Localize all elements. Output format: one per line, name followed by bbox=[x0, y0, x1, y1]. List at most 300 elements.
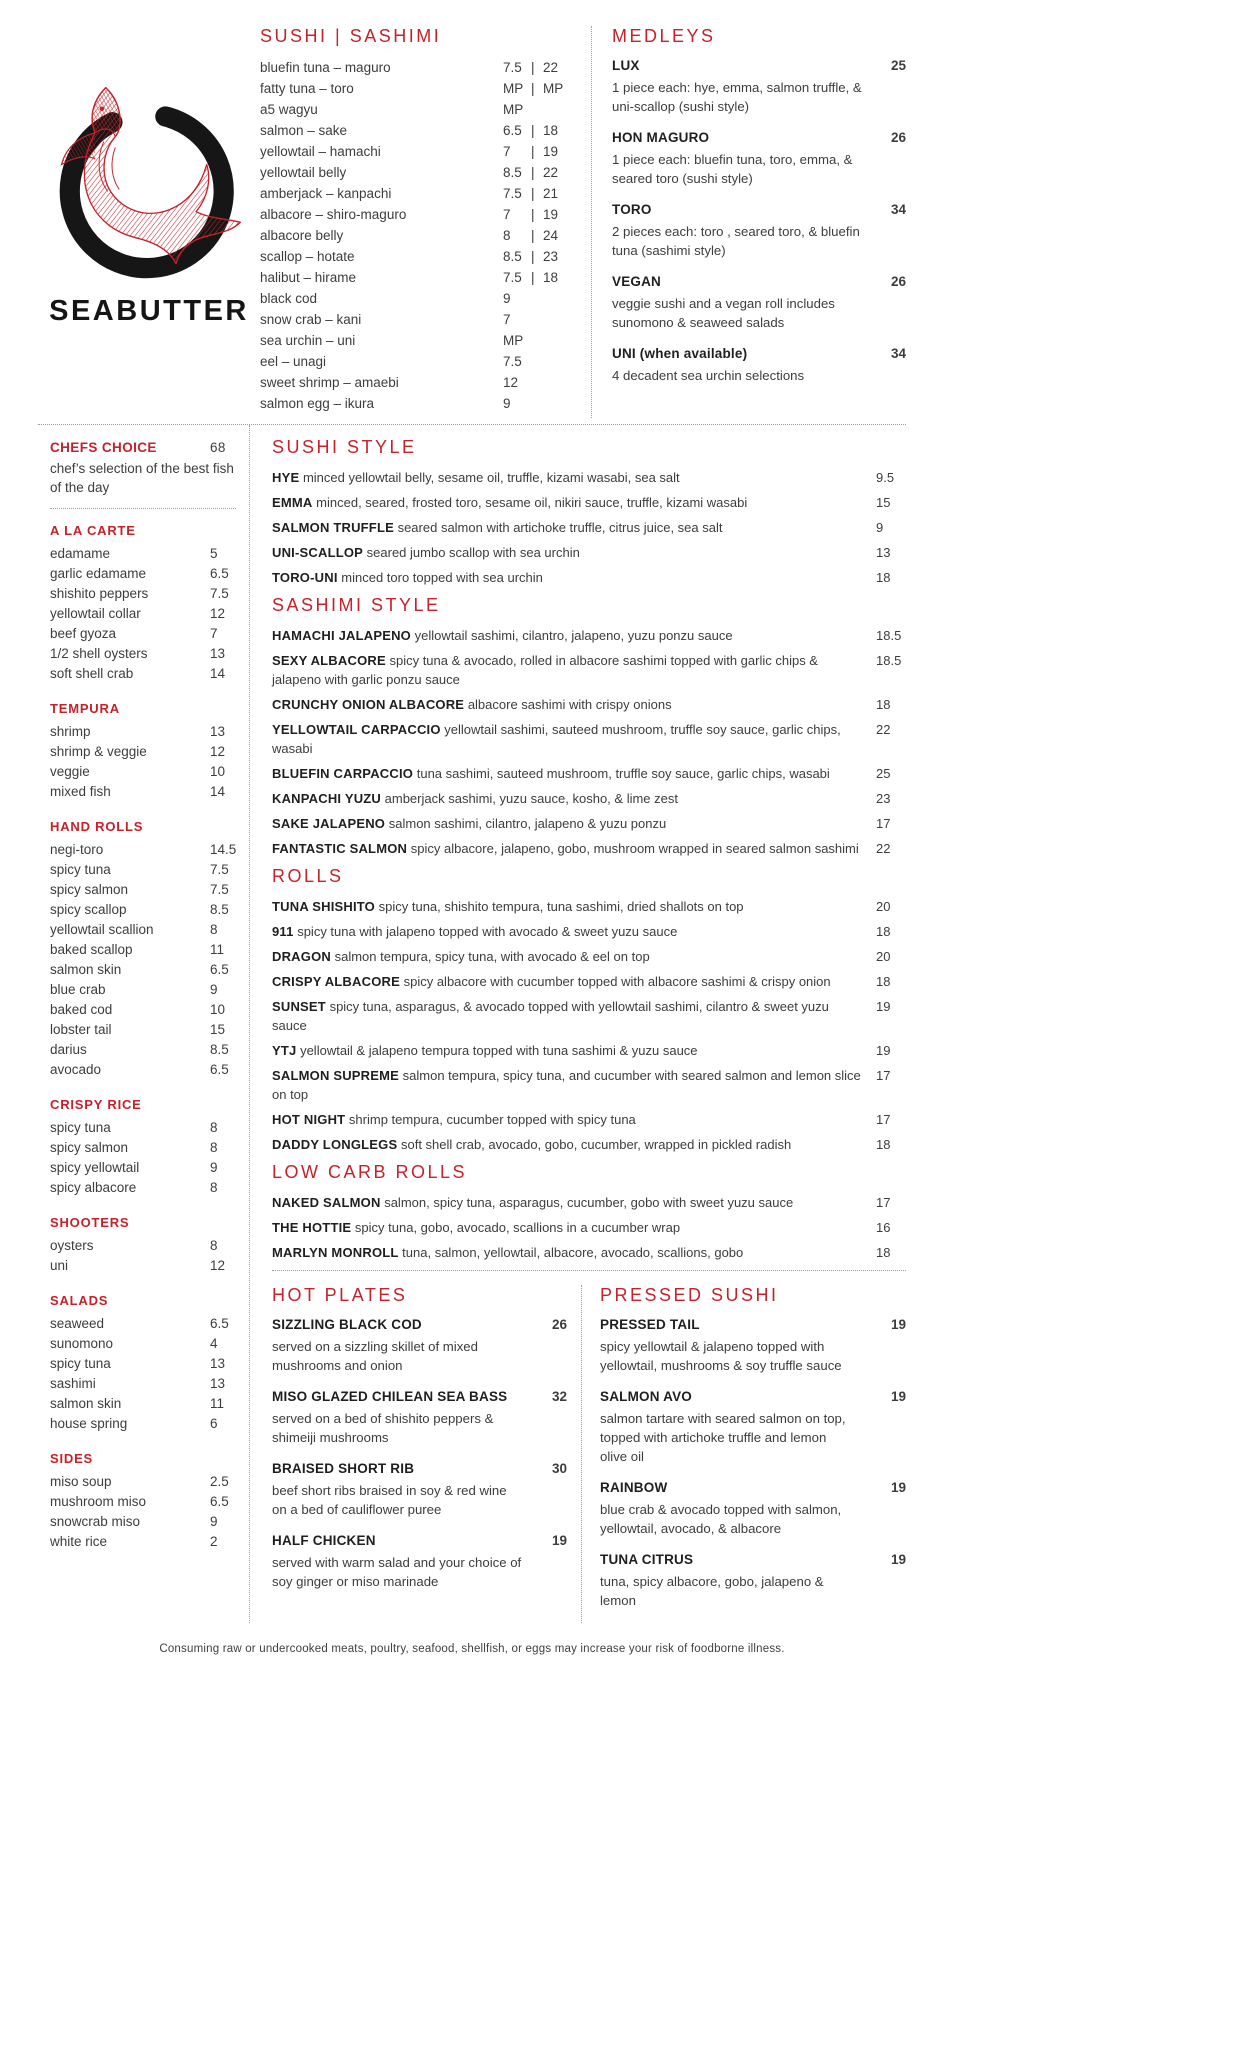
menu-item-row bbox=[272, 897, 906, 916]
menu-item-row bbox=[50, 900, 236, 920]
menu-item-price: 8 bbox=[210, 1140, 218, 1155]
menu-item-row bbox=[272, 814, 906, 833]
middle-band bbox=[38, 425, 906, 1623]
menu-item-name: DRAGON bbox=[272, 949, 331, 964]
sidebar-group-crispy-rice bbox=[50, 1097, 236, 1198]
menu-item-price: 22 bbox=[876, 841, 891, 856]
menu-item-price: 13 bbox=[210, 646, 226, 661]
menu-item-price-sushi: 9 bbox=[503, 291, 511, 306]
menu-item-name: NAKED SALMON bbox=[272, 1195, 381, 1210]
menu-item-price: 8.5 bbox=[210, 902, 229, 917]
menu-item-price: 4 bbox=[210, 1336, 218, 1351]
menu-item-description: tuna, spicy albacore, gobo, jalapeno & lemon bbox=[600, 1574, 824, 1608]
menu-item-row bbox=[260, 351, 569, 372]
sidebar-group-title: CRISPY RICE bbox=[50, 1097, 142, 1112]
menu-item-row bbox=[272, 651, 906, 689]
menu-item-description: soft shell crab, avocado, gobo, cucumber, wrapped in pickled radish bbox=[400, 1137, 792, 1152]
menu-item-row bbox=[272, 839, 906, 858]
menu-item-price: 11 bbox=[210, 1396, 225, 1411]
price-separator bbox=[531, 288, 543, 309]
menu-item-name: KANPACHI YUZU bbox=[272, 791, 382, 806]
menu-item-header bbox=[50, 440, 236, 455]
menu-item-name: salmon egg – ikura bbox=[260, 396, 375, 411]
menu-item-row bbox=[50, 860, 236, 880]
menu-item-row bbox=[50, 644, 236, 664]
menu-item-name: CHEFS CHOICE bbox=[50, 440, 157, 455]
menu-item-header bbox=[612, 201, 906, 219]
menu-item-price: 12 bbox=[210, 1258, 226, 1273]
menu-item-description: tuna sashimi, sauteed mushroom, truffle soy sauce, garlic chips, wasabi bbox=[416, 766, 830, 781]
menu-item-name: HAMACHI JALAPENO bbox=[272, 628, 411, 643]
menu-item-name: sunomono bbox=[50, 1336, 114, 1351]
menu-item-row bbox=[260, 78, 569, 99]
menu-item-row bbox=[272, 1135, 906, 1154]
menu-item-name: fatty tuna – toro bbox=[260, 81, 354, 96]
menu-item-price-sushi: 7 bbox=[503, 144, 511, 159]
menu-item-name: MARLYN MONROLL bbox=[272, 1245, 399, 1260]
menu-item-price-sushi: 7.5 bbox=[503, 270, 522, 285]
menu-item-price-sushi: 7 bbox=[503, 312, 511, 327]
menu-item-name: amberjack – kanpachi bbox=[260, 186, 392, 201]
menu-item-text bbox=[272, 839, 876, 858]
bottom-band bbox=[272, 1285, 906, 1623]
menu-item-row bbox=[260, 183, 569, 204]
menu-item-row bbox=[272, 1243, 906, 1262]
menu-item-name: miso soup bbox=[50, 1474, 112, 1489]
menu-item-description: beef short ribs braised in soy & red wine on a bed of cauliflower puree bbox=[272, 1483, 507, 1517]
menu-item-row bbox=[260, 246, 569, 267]
menu-item-price-sashimi bbox=[543, 309, 569, 330]
menu-item-price: 12 bbox=[210, 744, 226, 759]
menu-item-row bbox=[50, 1000, 236, 1020]
section-sushi-sashimi bbox=[260, 26, 592, 418]
menu-item-row bbox=[272, 518, 906, 537]
menu-item-row bbox=[272, 922, 906, 941]
menu-item-name: VEGAN bbox=[612, 274, 662, 289]
menu-item-description: yellowtail sashimi, sauteed mushroom, truffle soy sauce, garlic chips, wasabi bbox=[272, 722, 841, 756]
menu-item-row bbox=[50, 1492, 236, 1512]
menu-item-name: SIZZLING BLACK COD bbox=[272, 1317, 422, 1332]
menu-item-row bbox=[260, 162, 569, 183]
menu-item-name: a5 wagyu bbox=[260, 102, 318, 117]
chefs-choice-block bbox=[50, 440, 236, 509]
menu-item-price: 12 bbox=[210, 606, 226, 621]
menu-item-name: BLUEFIN CARPACCIO bbox=[272, 766, 414, 781]
menu-item-row bbox=[50, 1394, 236, 1414]
menu-item-description: spicy albacore with cucumber topped with albacore sashimi & crispy onion bbox=[403, 974, 831, 989]
menu-item-name: soft shell crab bbox=[50, 666, 134, 681]
menu-item-name: house spring bbox=[50, 1416, 128, 1431]
menu-item-row bbox=[272, 972, 906, 991]
menu-item-row bbox=[272, 997, 906, 1035]
menu-item-price: 13 bbox=[210, 1356, 226, 1371]
menu-item-text bbox=[272, 1218, 876, 1237]
menu-item-price: 14.5 bbox=[210, 842, 237, 857]
menu-item-description: 4 decadent sea urchin selections bbox=[612, 368, 805, 383]
menu-item-text bbox=[272, 651, 876, 689]
koi-eye bbox=[100, 106, 105, 111]
menu-item-row bbox=[272, 1066, 906, 1104]
menu-item-row bbox=[272, 568, 906, 587]
menu-item-price: 16 bbox=[876, 1220, 891, 1235]
price-separator: | bbox=[531, 81, 535, 96]
menu-item-name: yellowtail scallion bbox=[50, 922, 154, 937]
menu-item-row bbox=[272, 947, 906, 966]
menu-item-card bbox=[612, 201, 906, 260]
menu-item-price: 7 bbox=[210, 626, 218, 641]
menu-item-text bbox=[272, 518, 876, 537]
price-separator: | bbox=[531, 165, 535, 180]
menu-item-name: HOT NIGHT bbox=[272, 1112, 346, 1127]
menu-item-row bbox=[50, 544, 236, 564]
menu-item-price-sashimi: MP bbox=[543, 81, 564, 96]
menu-item-price: 18.5 bbox=[876, 628, 902, 643]
menu-item-card bbox=[272, 1532, 567, 1591]
menu-item-row bbox=[50, 1532, 236, 1552]
sidebar-group-hand-rolls bbox=[50, 819, 236, 1080]
menu-item-text bbox=[272, 922, 876, 941]
menu-item-price-sushi: 7.5 bbox=[503, 186, 522, 201]
menu-item-text bbox=[272, 947, 876, 966]
menu-item-name: darius bbox=[50, 1042, 87, 1057]
menu-item-description: spicy tuna with jalapeno topped with avocado & sweet yuzu sauce bbox=[297, 924, 678, 939]
menu-item-row bbox=[272, 543, 906, 562]
menu-item-name: RAINBOW bbox=[600, 1480, 668, 1495]
menu-item-price: 17 bbox=[876, 1068, 891, 1083]
menu-item-price-sushi: 8.5 bbox=[503, 165, 522, 180]
menu-item-price-sashimi: 22 bbox=[543, 60, 559, 75]
menu-item-description: seared salmon with artichoke truffle, citrus juice, sea salt bbox=[397, 520, 723, 535]
price-separator: | bbox=[531, 270, 535, 285]
menu-item-price-sushi: 8.5 bbox=[503, 249, 522, 264]
menu-item-price: 22 bbox=[876, 722, 891, 737]
menu-item-row bbox=[260, 288, 569, 309]
menu-item-row bbox=[272, 695, 906, 714]
price-separator bbox=[531, 393, 543, 414]
menu-item-name: 911 bbox=[272, 924, 294, 939]
section-pressed-sushi bbox=[582, 1285, 906, 1623]
menu-item-text bbox=[272, 543, 876, 562]
section-hot-plates bbox=[272, 1285, 582, 1623]
menu-item-row bbox=[50, 1334, 236, 1354]
menu-item-row bbox=[50, 1236, 236, 1256]
sidebar-group-shooters bbox=[50, 1215, 236, 1276]
menu-item-name: 1/2 shell oysters bbox=[50, 646, 148, 661]
menu-item-name: TUNA SHISHITO bbox=[272, 899, 375, 914]
menu-item-price: 15 bbox=[876, 495, 891, 510]
menu-item-name: blue crab bbox=[50, 982, 106, 997]
menu-item-price: 19 bbox=[876, 999, 891, 1014]
sidebar-group-sides bbox=[50, 1451, 236, 1552]
menu-item-name: UNI (when available) bbox=[612, 346, 748, 361]
menu-item-row bbox=[50, 880, 236, 900]
menu-item-description: veggie sushi and a vegan roll includes sunomono & seaweed salads bbox=[612, 296, 835, 330]
menu-item-card bbox=[600, 1479, 906, 1538]
menu-item-name: avocado bbox=[50, 1062, 102, 1077]
section-sushi-style bbox=[272, 437, 906, 587]
menu-item-name: sea urchin – uni bbox=[260, 333, 356, 348]
menu-item-price: 8 bbox=[210, 1120, 218, 1135]
menu-item-name: HON MAGURO bbox=[612, 130, 710, 145]
menu-item-text bbox=[272, 814, 876, 833]
price-separator bbox=[531, 99, 543, 120]
menu-item-name: SUNSET bbox=[272, 999, 326, 1014]
menu-item-price-sushi: 7.5 bbox=[503, 354, 522, 369]
menu-item-row bbox=[260, 204, 569, 225]
sidebar-group-title: SALADS bbox=[50, 1293, 109, 1308]
dish-list bbox=[272, 626, 906, 858]
sidebar-group-list bbox=[50, 1472, 236, 1552]
menu-item-name: lobster tail bbox=[50, 1022, 112, 1037]
menu-item-price: 8 bbox=[210, 1180, 218, 1195]
menu-item-description: salmon, spicy tuna, asparagus, cucumber, gobo with sweet yuzu sauce bbox=[384, 1195, 794, 1210]
menu-item-text bbox=[272, 695, 876, 714]
menu-item-text bbox=[272, 972, 876, 991]
menu-item-text bbox=[272, 1135, 876, 1154]
menu-item-row bbox=[50, 604, 236, 624]
menu-item-price: 18 bbox=[876, 974, 891, 989]
menu-item-name: UNI-SCALLOP bbox=[272, 545, 364, 560]
sidebar-group-title: A LA CARTE bbox=[50, 523, 136, 538]
menu-item-description: tuna, salmon, yellowtail, albacore, avocado, scallions, gobo bbox=[402, 1245, 744, 1260]
menu-item-price: 6.5 bbox=[210, 1062, 229, 1077]
menu-item-price: 8 bbox=[210, 1238, 218, 1253]
menu-item-price: 5 bbox=[210, 546, 218, 561]
menu-item-row bbox=[272, 493, 906, 512]
menu-item-price: 18 bbox=[876, 924, 891, 939]
menu-item-row bbox=[272, 1218, 906, 1237]
menu-item-name: CRISPY ALBACORE bbox=[272, 974, 400, 989]
menu-item-card bbox=[612, 129, 906, 188]
menu-item-name: shrimp bbox=[50, 724, 91, 739]
dish-list bbox=[272, 468, 906, 587]
menu-item-price: 9 bbox=[210, 982, 218, 997]
menu-item-card bbox=[600, 1316, 906, 1375]
menu-item-row bbox=[50, 1040, 236, 1060]
menu-item-price: 13 bbox=[210, 724, 226, 739]
menu-item-price: 7.5 bbox=[210, 882, 229, 897]
koi-enso-logo bbox=[48, 78, 250, 285]
menu-item-card bbox=[600, 1388, 906, 1466]
menu-item-row bbox=[260, 141, 569, 162]
menu-item-price: 11 bbox=[210, 942, 225, 957]
menu-item-name: FANTASTIC SALMON bbox=[272, 841, 408, 856]
menu-item-price-sushi: 6.5 bbox=[503, 123, 522, 138]
price-separator bbox=[531, 351, 543, 372]
menu-item-name: BRAISED SHORT RIB bbox=[272, 1461, 415, 1476]
sidebar-group-title: SHOOTERS bbox=[50, 1215, 130, 1230]
sidebar-group-salads bbox=[50, 1293, 236, 1434]
menu-item-name: veggie bbox=[50, 764, 90, 779]
menu-item-text bbox=[272, 789, 876, 808]
menu-item-row bbox=[50, 722, 236, 742]
menu-item-row bbox=[272, 720, 906, 758]
menu-item-description: spicy albacore, jalapeno, gobo, mushroom wrapped in seared salmon sashimi bbox=[410, 841, 859, 856]
menu-item-name: bluefin tuna – maguro bbox=[260, 60, 391, 75]
menu-item-name: HALF CHICKEN bbox=[272, 1533, 376, 1548]
menu-item-row bbox=[260, 372, 569, 393]
menu-item-row bbox=[260, 57, 569, 78]
menu-item-name: shrimp & veggie bbox=[50, 744, 147, 759]
menu-item-row bbox=[260, 225, 569, 246]
menu-item-name: SALMON TRUFFLE bbox=[272, 520, 394, 535]
menu-item-name: mushroom miso bbox=[50, 1494, 147, 1509]
price-separator: | bbox=[531, 123, 535, 138]
menu-item-price: 34 bbox=[890, 202, 906, 217]
menu-item-text bbox=[272, 468, 876, 487]
menu-item-price: 26 bbox=[551, 1317, 567, 1332]
menu-item-price-sashimi bbox=[543, 99, 569, 120]
menu-item-description: shrimp tempura, cucumber topped with spicy tuna bbox=[348, 1112, 636, 1127]
menu-item-price-sushi: MP bbox=[503, 102, 524, 117]
section-title: PRESSED SUSHI bbox=[600, 1285, 779, 1305]
menu-item-price: 25 bbox=[890, 58, 906, 73]
menu-item-name: mixed fish bbox=[50, 784, 111, 799]
menu-item-name: spicy salmon bbox=[50, 1140, 129, 1155]
main-content bbox=[250, 425, 906, 1623]
menu-item-price: 30 bbox=[551, 1461, 567, 1476]
menu-item-card bbox=[612, 273, 906, 332]
menu-item-row bbox=[50, 1138, 236, 1158]
menu-item-card bbox=[272, 1316, 567, 1375]
menu-item-card bbox=[600, 1551, 906, 1610]
menu-item-price: 9 bbox=[876, 520, 884, 535]
menu-item-row bbox=[260, 99, 569, 120]
menu-item-row bbox=[260, 120, 569, 141]
medleys-list bbox=[612, 57, 906, 385]
sidebar-group-title: TEMPURA bbox=[50, 701, 120, 716]
price-separator: | bbox=[531, 186, 535, 201]
menu-item-row bbox=[272, 1110, 906, 1129]
menu-item-price: 17 bbox=[876, 1195, 891, 1210]
menu-item-price: 68 bbox=[210, 440, 226, 455]
menu-item-row bbox=[50, 920, 236, 940]
menu-item-description: served on a bed of shishito peppers & shimeiji mushrooms bbox=[272, 1411, 494, 1445]
menu-item-card bbox=[612, 57, 906, 116]
sidebar-group-list bbox=[50, 1118, 236, 1198]
menu-item-header bbox=[272, 1388, 567, 1406]
menu-item-price-sashimi bbox=[543, 288, 569, 309]
menu-item-name: SAKE JALAPENO bbox=[272, 816, 386, 831]
menu-item-name: SALMON AVO bbox=[600, 1389, 692, 1404]
menu-item-header bbox=[600, 1551, 906, 1569]
menu-item-text bbox=[272, 1193, 876, 1212]
menu-item-row bbox=[50, 980, 236, 1000]
menu-item-row bbox=[50, 782, 236, 802]
menu-item-price-sashimi bbox=[543, 393, 569, 414]
menu-item-price: 6.5 bbox=[210, 566, 229, 581]
menu-item-description: served on a sizzling skillet of mixed mushrooms and onion bbox=[272, 1339, 478, 1373]
menu-item-name: garlic edamame bbox=[50, 566, 147, 581]
menu-item-row bbox=[50, 742, 236, 762]
pressed-sushi-list bbox=[600, 1316, 906, 1610]
menu-item-name: spicy tuna bbox=[50, 1120, 111, 1135]
sidebar-group-list bbox=[50, 544, 236, 684]
price-separator: | bbox=[531, 144, 535, 159]
hot-plates-list bbox=[272, 1316, 567, 1591]
sidebar-group-list bbox=[50, 722, 236, 802]
section-title: LOW CARB ROLLS bbox=[272, 1162, 468, 1182]
menu-item-row bbox=[260, 393, 569, 414]
menu-item-text bbox=[272, 568, 876, 587]
menu-item-name: baked cod bbox=[50, 1002, 113, 1017]
menu-item-name: TORO-UNI bbox=[272, 570, 338, 585]
price-separator: | bbox=[531, 249, 535, 264]
menu-item-header bbox=[272, 1532, 567, 1550]
menu-item-row bbox=[260, 330, 569, 351]
menu-item-name: LUX bbox=[612, 58, 640, 73]
section-title: SUSHI STYLE bbox=[272, 437, 417, 457]
menu-item-price-sashimi bbox=[543, 372, 569, 393]
menu-item-row bbox=[50, 1472, 236, 1492]
menu-item-description: yellowtail sashimi, cilantro, jalapeno, yuzu ponzu sauce bbox=[414, 628, 733, 643]
menu-item-price: 19 bbox=[890, 1317, 906, 1332]
section-title: SASHIMI STYLE bbox=[272, 595, 441, 615]
sidebar-group-a-la-carte bbox=[50, 523, 236, 684]
menu-item-row bbox=[50, 584, 236, 604]
menu-item-name: DADDY LONGLEGS bbox=[272, 1137, 398, 1152]
menu-item-price: 7.5 bbox=[210, 862, 229, 877]
menu-item-price-sushi: 12 bbox=[503, 375, 519, 390]
menu-item-price: 26 bbox=[890, 130, 906, 145]
menu-item-price: 19 bbox=[876, 1043, 891, 1058]
menu-item-name: snowcrab miso bbox=[50, 1514, 141, 1529]
menu-item-text bbox=[272, 997, 876, 1035]
menu-item-name: sweet shrimp – amaebi bbox=[260, 375, 399, 390]
menu-item-row bbox=[50, 1414, 236, 1434]
menu-item-text bbox=[272, 626, 876, 645]
menu-item-row bbox=[272, 1193, 906, 1212]
menu-item-header bbox=[612, 129, 906, 147]
menu-item-price: 19 bbox=[890, 1552, 906, 1567]
menu-item-price: 15 bbox=[210, 1022, 226, 1037]
menu-item-price: 6.5 bbox=[210, 962, 229, 977]
menu-item-description: spicy tuna, shishito tempura, tuna sashimi, dried shallots on top bbox=[378, 899, 744, 914]
price-separator bbox=[531, 330, 543, 351]
menu-item-name: MISO GLAZED CHILEAN SEA BASS bbox=[272, 1389, 508, 1404]
sidebar-group-tempura bbox=[50, 701, 236, 802]
menu-item-row bbox=[50, 940, 236, 960]
menu-item-description: spicy tuna, gobo, avocado, scallions in a cucumber wrap bbox=[354, 1220, 681, 1235]
menu-item-price: 9.5 bbox=[876, 470, 895, 485]
section-low-carb-rolls bbox=[272, 1162, 906, 1262]
menu-item-name: yellowtail collar bbox=[50, 606, 141, 621]
menu-item-price-sashimi: 19 bbox=[543, 207, 559, 222]
menu-item-price: 18 bbox=[876, 697, 891, 712]
menu-item-name: albacore belly bbox=[260, 228, 344, 243]
menu-item-price: 6.5 bbox=[210, 1316, 229, 1331]
menu-item-price-sushi: 8 bbox=[503, 228, 511, 243]
menu-item-row bbox=[272, 1041, 906, 1060]
menu-item-text bbox=[272, 764, 876, 783]
menu-item-row bbox=[50, 762, 236, 782]
menu-item-header bbox=[612, 345, 906, 363]
menu-item-row bbox=[50, 1256, 236, 1276]
menu-item-header bbox=[612, 57, 906, 75]
menu-item-name: TUNA CITRUS bbox=[600, 1552, 694, 1567]
menu-item-text bbox=[272, 1110, 876, 1129]
menu-item-price: 8.5 bbox=[210, 1042, 229, 1057]
menu-item-price: 14 bbox=[210, 666, 226, 681]
menu-item-price: 17 bbox=[876, 1112, 891, 1127]
menu-item-description: salmon tempura, spicy tuna, with avocado & eel on top bbox=[334, 949, 650, 964]
menu-item-price: 10 bbox=[210, 764, 226, 779]
menu-item-row bbox=[50, 1020, 236, 1040]
menu-item-name: TORO bbox=[612, 202, 652, 217]
menu-item-price-sashimi: 23 bbox=[543, 249, 559, 264]
price-separator bbox=[531, 372, 543, 393]
menu-item-description: yellowtail & jalapeno tempura topped with tuna sashimi & yuzu sauce bbox=[300, 1043, 698, 1058]
